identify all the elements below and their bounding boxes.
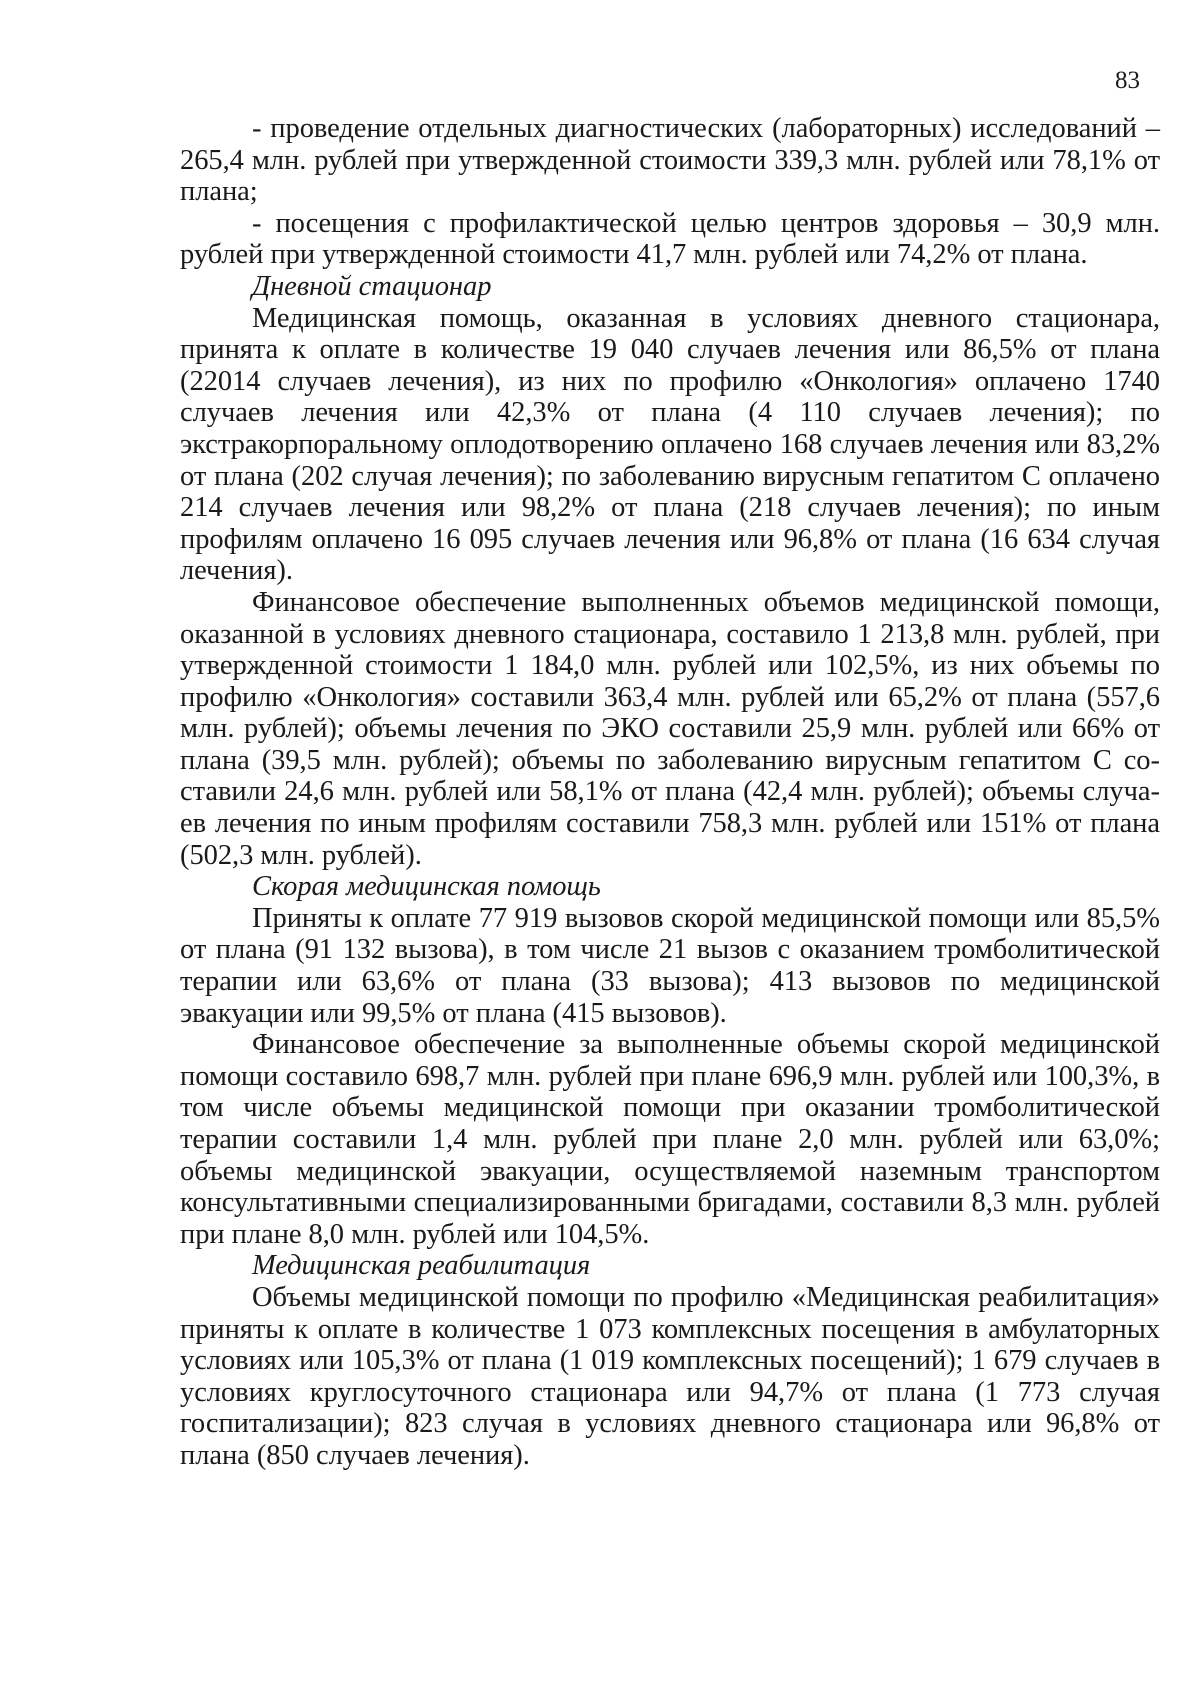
section-heading-day-hospital: Дневной стационар bbox=[252, 270, 492, 302]
paragraph-health-centers: - посещения с профилактической целью центров здоровья – 30,9 млн. рублей при утвержденной стоимости 41,7 млн. рублей или 74,2% от плана. bbox=[180, 207, 1160, 271]
paragraph-ambulance-calls: Приняты к оплате 77 919 вызовов скорой медицинской помощи или 85,5% от плана (91 132 вызова), в том числе 21 вызов с оказанием тромболитической терапии или 63,6% от плана (33 вызова); 413 вызовов по медицинской эвакуации или 99,5% от плана (415 вызовов). bbox=[180, 902, 1160, 1029]
page-number: 83 bbox=[1115, 67, 1140, 94]
document-body bbox=[180, 113, 1160, 1472]
section-heading-rehabilitation: Медицинская реабилитация bbox=[252, 1250, 591, 1282]
paragraph-rehabilitation: Объемы медицинской помощи по профилю «Медицинская реабилитация» приняты к оплате в количестве 1 073 комплексных посещения в амбулаторных условиях или 105,3% от плана (1 019 комплексных посещений); 1 679 случаев в условиях круглосуточного стационара или 94,7% от плана (1 773 случая госпитализации); 823 случая в условиях дневного стационара или 96,8% от плана (850 случаев лечения). bbox=[180, 1281, 1160, 1471]
paragraph-day-hospital-finance: Финансовое обеспечение выполненных объемов медицинской помощи, оказанной в условиях дневного стационара, составило 1 213,8 млн. рублей, при утвержденной стоимости 1 184,0 млн. рублей или 102,5%, из них объемы по профилю «Онкология» составили 363,4 млн. рублей или 65,2% от плана (557,6 млн. рублей); объемы лечения по ЭКО составили 25,9 млн. рублей или 66% от плана (39,5 млн. рублей); объемы по заболеванию вирусным гепатитом С составили 24,6 млн. рублей или 58,1% от плана (42,4 млн. рублей); объемы случаев лечения по иным профилям составили 758,3 млн. рублей или 151% от плана (502,3 млн. рублей). bbox=[180, 586, 1160, 871]
section-heading-ambulance: Скорая медицинская помощь bbox=[252, 871, 601, 903]
paragraph-day-hospital-cases: Медицинская помощь, оказанная в условиях дневного стационара, принята к оплате в количестве 19 040 случаев лечения или 86,5% от плана (22014 случаев лечения), из них по профилю «Онкология» оплачено 1740 случаев лечения или 42,3% от плана (4 110 случаев лечения); по экстракорпоральному оплодотворению оплачено 168 случаев лечения или 83,2% от плана (202 случая лечения); по заболеванию вирусным гепатитом С оплачено 214 случаев лечения или 98,2% от плана (218 случаев лечения); по иным профилям оплачено 16 095 случаев лечения или 96,8% от плана (16 634 случая лечения). bbox=[180, 302, 1160, 587]
paragraph-ambulance-finance: Финансовое обеспечение за выполненные объемы скорой медицинской помощи составило 698,7 млн. рублей при плане 696,9 млн. рублей или 100,3%, в том числе объемы медицинской помощи при оказании тромболитической терапии составили 1,4 млн. рублей при плане 2,0 млн. рублей или 63,0%; объемы медицинской эвакуации, осуществляемой наземным транспортом консультативными специализированными бригадами, составили 8,3 млн. рублей при плане 8,0 млн. рублей или 104,5%. bbox=[180, 1029, 1160, 1250]
paragraph-diagnostic-tests: - проведение отдельных диагностических (лабораторных) исследований – 265,4 млн. рублей при утвержденной стоимости 339,3 млн. рублей или 78,1% от плана; bbox=[180, 113, 1160, 208]
